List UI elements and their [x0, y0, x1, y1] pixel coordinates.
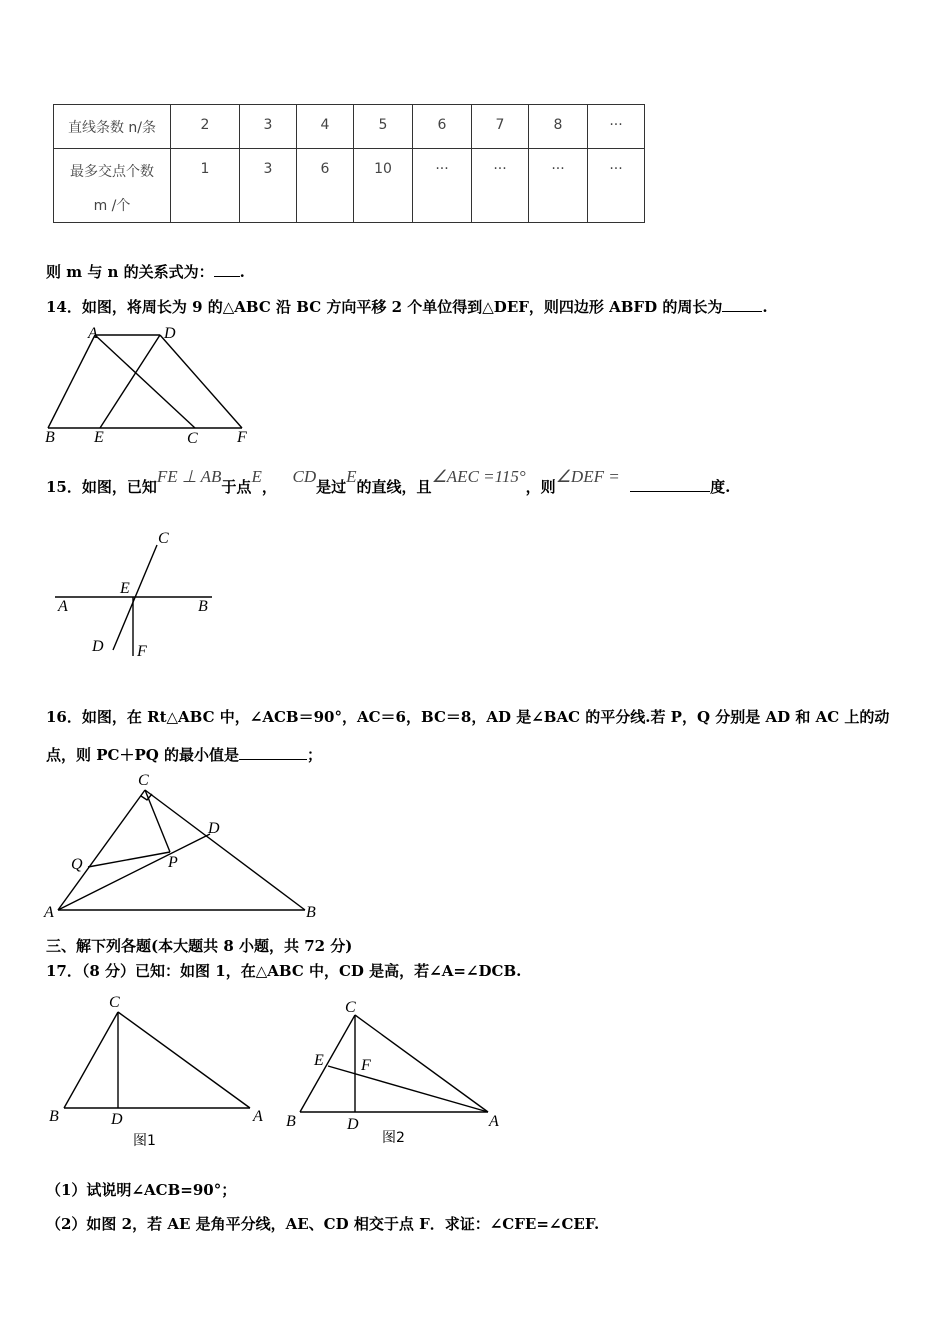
label-D: D	[347, 1116, 359, 1133]
q17-stem: 17．（8 分）已知：如图 1，在△ABC 中，CD 是高，若∠A=∠DCB.	[46, 962, 522, 980]
label-B: B	[49, 1108, 59, 1125]
header-line2: m /个	[93, 198, 131, 214]
q17-part2: （2）如图 2，若 AE 是角平分线，AE、CD 相交于点 F．求证：∠CFE=∠CEF.	[46, 1215, 600, 1233]
label-D: D	[92, 638, 104, 655]
figure-q17-1	[49, 994, 263, 1149]
label-F: F	[137, 643, 147, 660]
q13-text: 则 m 与 n 的关系式为：	[46, 263, 214, 281]
math: E	[251, 467, 262, 486]
label-A: A	[253, 1108, 263, 1125]
cell: 6	[297, 149, 354, 223]
label-A: A	[489, 1113, 499, 1130]
label-A: A	[58, 598, 68, 615]
cell: 5	[354, 105, 413, 149]
cell: 3	[240, 149, 297, 223]
q15-text: 15．如图，已知	[46, 478, 157, 496]
math: ∠DEF =	[555, 467, 620, 486]
figure-q17-2	[286, 999, 499, 1146]
label-B: B	[198, 598, 208, 615]
math: ∠AEC =115°	[431, 467, 526, 486]
label-P: P	[168, 854, 178, 871]
cell: 4	[297, 105, 354, 149]
label-C: C	[345, 999, 356, 1016]
cell: 10	[354, 149, 413, 223]
label-A: A	[88, 325, 98, 342]
label-A: A	[44, 904, 54, 921]
label-Q: Q	[71, 856, 83, 873]
cell: 6	[413, 105, 472, 149]
cell: ···	[472, 149, 529, 223]
section-heading: 三、解下列各题(本大题共 8 小题，共 72 分)	[46, 937, 353, 955]
cell: 2	[171, 105, 240, 149]
caption-fig2: 图2	[382, 1130, 405, 1146]
label-B: B	[306, 904, 316, 921]
q14-text: 14．如图，将周长为 9 的△ABC 沿 BC 方向平移 2 个单位得到△DEF，则四边形 ABFD 的周长为	[46, 298, 723, 316]
q16-line1: 16．如图，在 Rt△ABC 中，∠ACB＝90°，AC＝6，BC＝8，AD 是∠BAC 的平分线.若 P，Q 分别是 AD 和 AC 上的动	[46, 708, 890, 726]
math: E	[346, 467, 357, 486]
q15-text: 于点	[221, 478, 252, 496]
label-F: F	[237, 429, 247, 446]
cell: ···	[413, 149, 472, 223]
row-header-lines: 直线条数 n/条	[54, 105, 171, 149]
cell: ···	[588, 105, 645, 149]
cell: 8	[529, 105, 588, 149]
label-B: B	[286, 1113, 296, 1130]
figure-q16	[43, 772, 316, 921]
q16-text: 点，则 PC＋PQ 的最小值是	[46, 746, 240, 764]
cell: ···	[529, 149, 588, 223]
math: FE ⊥ AB	[156, 467, 222, 486]
q13-end: .	[239, 263, 245, 281]
label-E: E	[120, 580, 130, 597]
label-E: E	[94, 429, 104, 446]
q15-text: ，则	[525, 478, 556, 496]
label-C: C	[109, 994, 120, 1011]
label-C: C	[158, 530, 169, 547]
cell: 3	[240, 105, 297, 149]
q16-end: ；	[307, 746, 323, 764]
label-D: D	[111, 1111, 123, 1128]
label-C: C	[138, 772, 149, 789]
cell: ···	[588, 149, 645, 223]
label-F: F	[361, 1057, 371, 1074]
figure-q14	[45, 325, 247, 447]
figure-q15	[55, 530, 212, 660]
q17-part1: （1）试说明∠ACB=90°；	[46, 1181, 237, 1199]
label-B: B	[45, 429, 55, 446]
label-D: D	[164, 325, 176, 342]
header-line1: 最多交点个数	[70, 164, 154, 180]
q14-end: .	[762, 298, 768, 316]
q15-text: 的直线，且	[356, 478, 432, 496]
q15-text: 是过	[316, 478, 347, 496]
cell: 7	[472, 105, 529, 149]
q15-text: ，	[261, 478, 277, 496]
math: CD	[292, 467, 317, 486]
cell: 1	[171, 149, 240, 223]
label-E: E	[314, 1052, 324, 1069]
caption-fig1: 图1	[133, 1133, 156, 1149]
label-C: C	[187, 430, 198, 447]
q15-text: 度.	[710, 478, 731, 496]
label-D: D	[208, 820, 220, 837]
